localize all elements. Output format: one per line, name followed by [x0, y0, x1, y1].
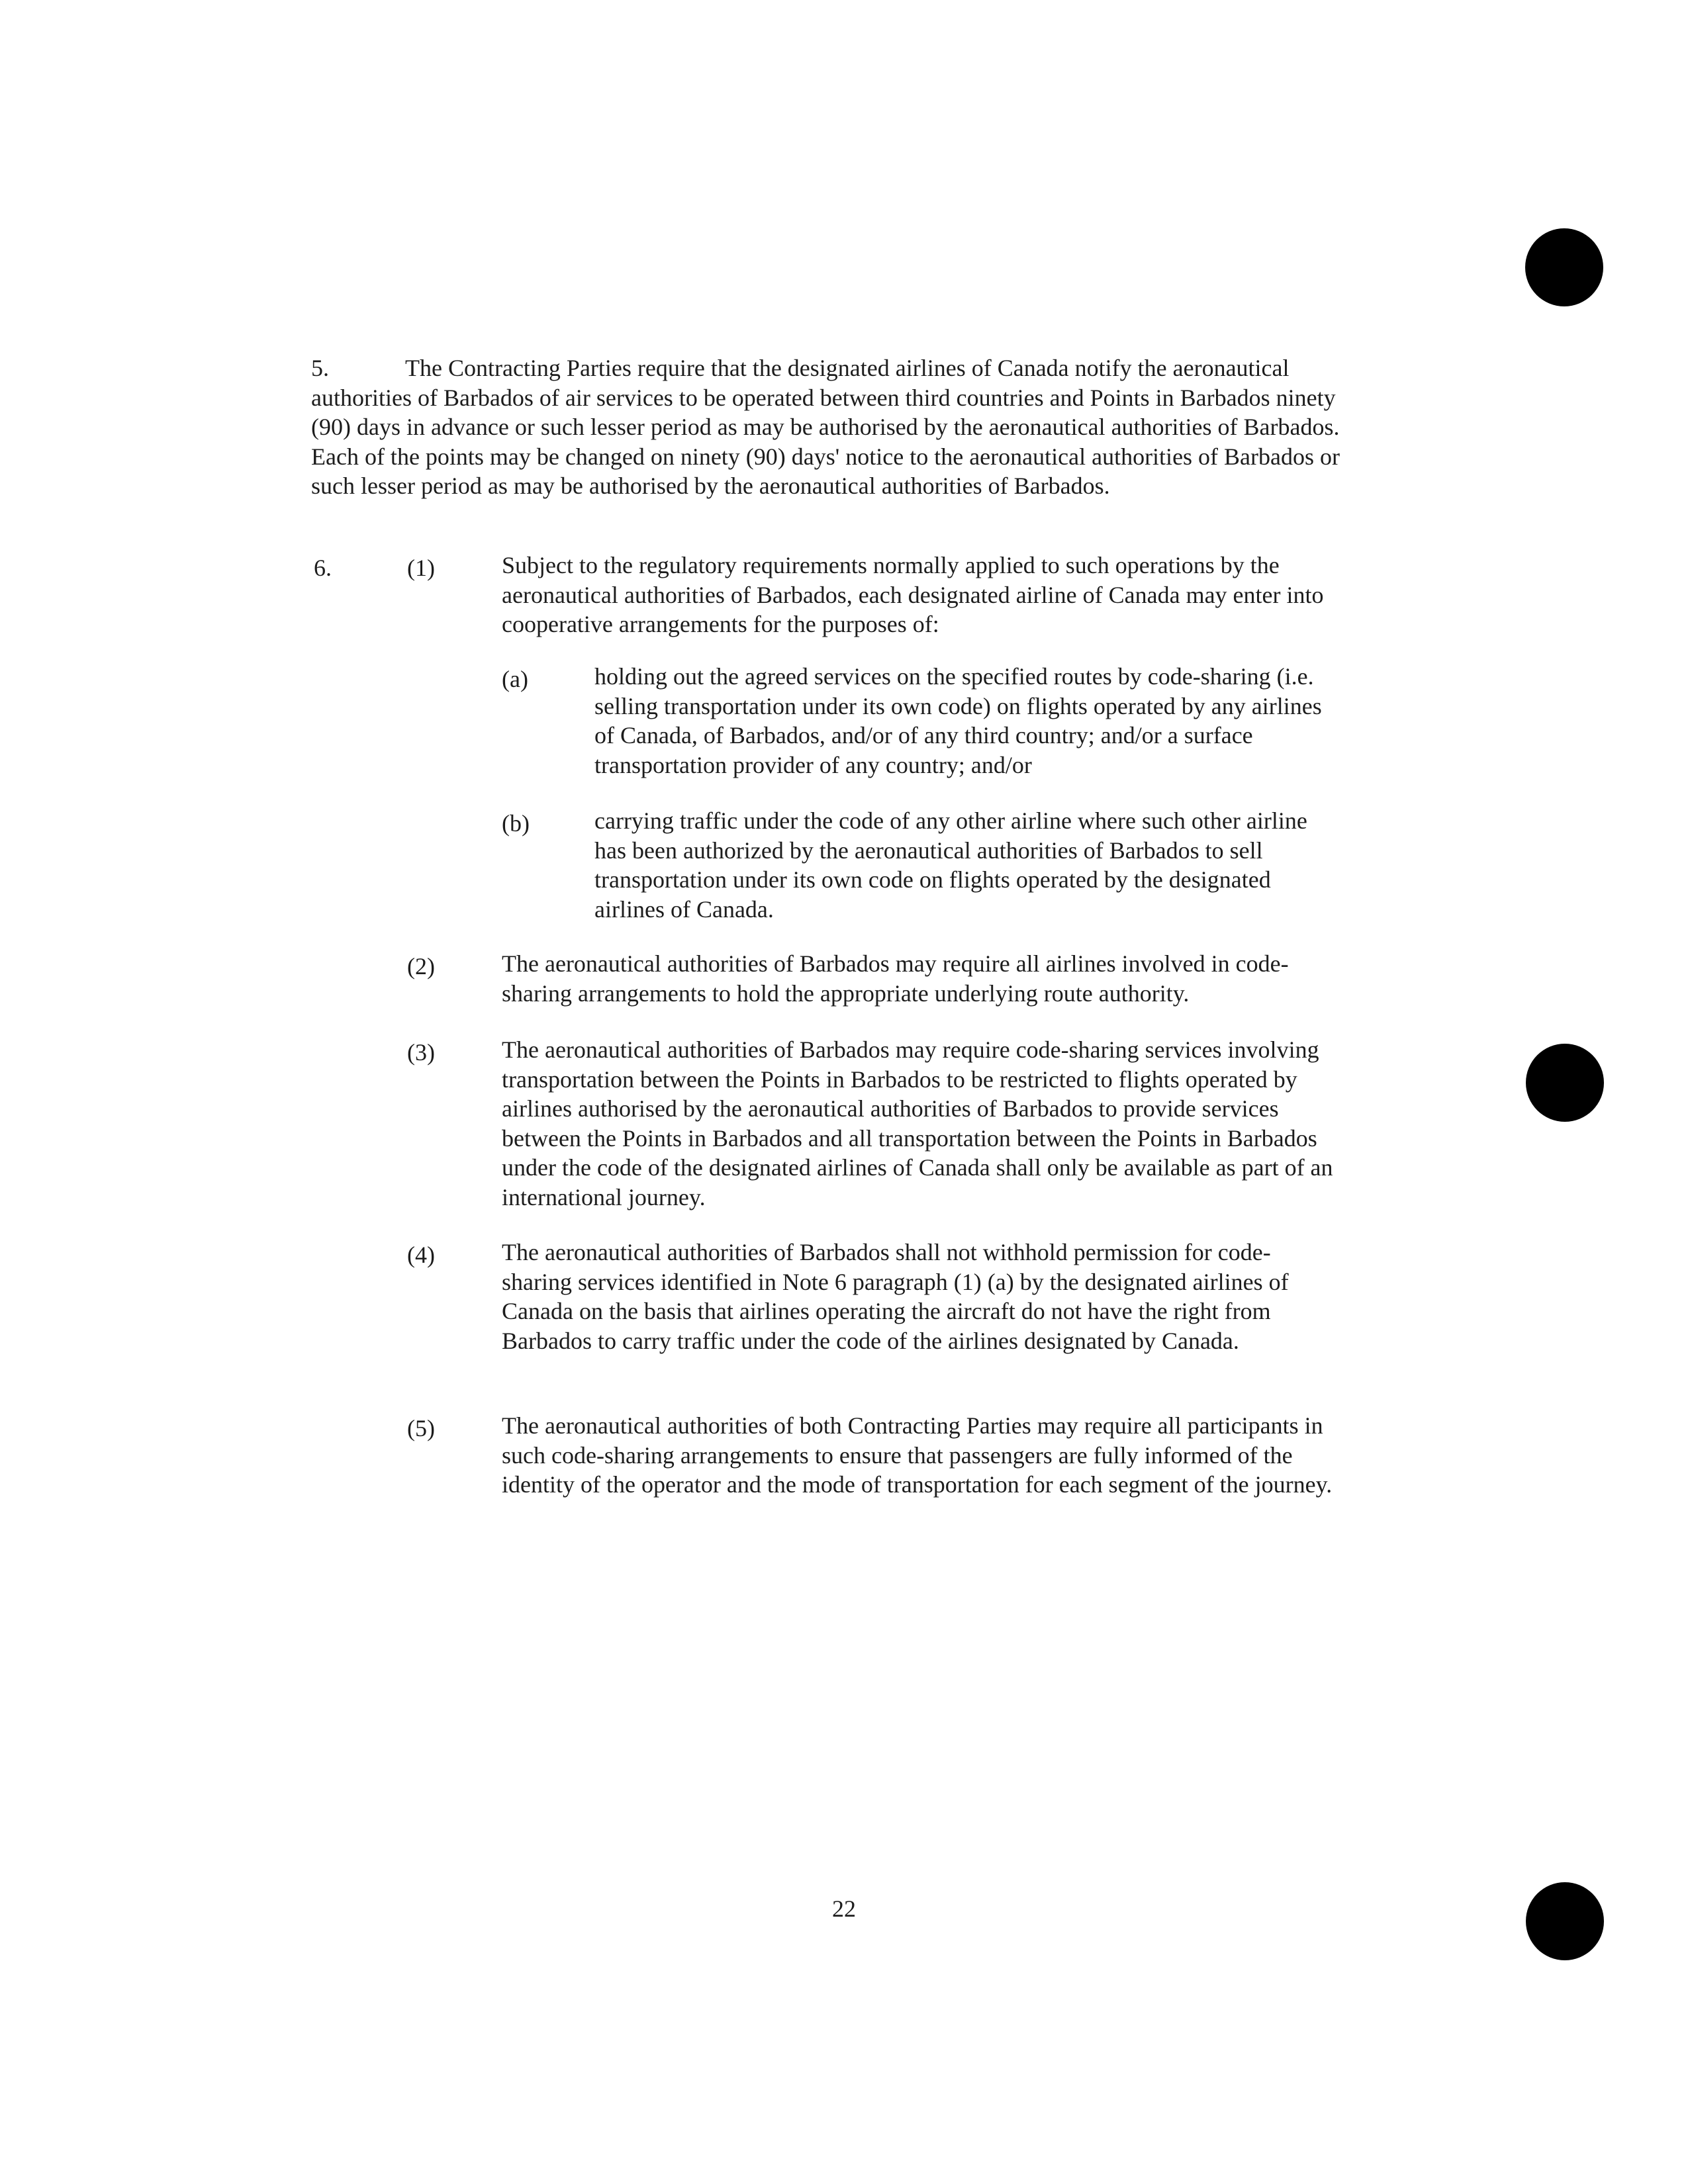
note-6-paragraph-3-number: (3) — [407, 1039, 435, 1066]
note-6-paragraph-1-number: (1) — [407, 555, 435, 581]
note-6-paragraph-4-text: The aeronautical authorities of Barbados shall not withhold permission for code-sharing services identified in Note 6 paragraph (1) (a) by the designated airlines of Canada on the basis that airlines operating the aircraft do not have the right from Barbados to carry traffic under the code of the airlines designated by Canada. — [502, 1239, 1289, 1354]
punch-hole-bottom — [1526, 1882, 1604, 1960]
note-5-paragraph — [311, 353, 1344, 501]
note-6-paragraph-5-text: The aeronautical authorities of both Contracting Parties may require all participants in such code-sharing arrangements to ensure that passengers are fully informed of the identity of the operator and the mode of transportation for each segment of the journey. — [502, 1412, 1333, 1498]
note-6-paragraph-3-text: The aeronautical authorities of Barbados may require code-sharing services involving transportation between the Points in Barbados to be restricted to flights operated by airlines authorised by the aeronautical authorities of Barbados to provide services between the Points in Barbados and all transportation between the Points in Barbados under the code of the designated airlines of Canada shall only be available as part of an international journey. — [502, 1036, 1333, 1210]
punch-hole-top — [1525, 228, 1603, 306]
note-6-item-a-letter: (a) — [502, 666, 528, 692]
note-6-paragraph-1-text: Subject to the regulatory requirements normally applied to such operations by the aeronautical authorities of Barbados, each designated airline of Canada may enter into cooperative arrangements for the purposes of: — [502, 552, 1324, 637]
note-5-text: The Contracting Parties require that the designated airlines of Canada notify the aeronautical authorities of Barbados of air services to be operated between third countries and Points in Barbados ninety (90) days in advance or such lesser period as may be authorised by the aeronautical authorities of Barbados. Each of the points may be changed on ninety (90) days' notice to the aeronautical authorities of Barbados or such lesser period as may be authorised by the aeronautical authorities of Barbados. — [311, 355, 1340, 499]
punch-hole-middle — [1526, 1044, 1604, 1122]
note-6-paragraph-4-number: (4) — [407, 1242, 435, 1268]
note-6-number: 6. — [314, 555, 332, 581]
note-6-item-a-text: holding out the agreed services on the specified routes by code-sharing (i.e. selling transportation under its own code) on flights operated by any airlines of Canada, of Barbados, and/or of any third country; and/or a surface transportation provider of any country; and/or — [594, 663, 1322, 778]
note-5-number: 5. — [311, 355, 329, 381]
note-6-paragraph-2-text: The aeronautical authorities of Barbados may require all airlines involved in code-sharing arrangements to hold the appropriate underlying route authority. — [502, 950, 1289, 1007]
note-6-item-b-text: carrying traffic under the code of any other airline where such other airline has been authorized by the aeronautical authorities of Barbados to sell transportation under its own code on flights operated by the designated airlines of Canada. — [594, 807, 1307, 923]
note-6-paragraph-5-number: (5) — [407, 1415, 435, 1441]
note-6-paragraph-2-number: (2) — [407, 953, 435, 979]
page-number: 22 — [832, 1895, 856, 1922]
note-6-item-b-letter: (b) — [502, 810, 530, 837]
